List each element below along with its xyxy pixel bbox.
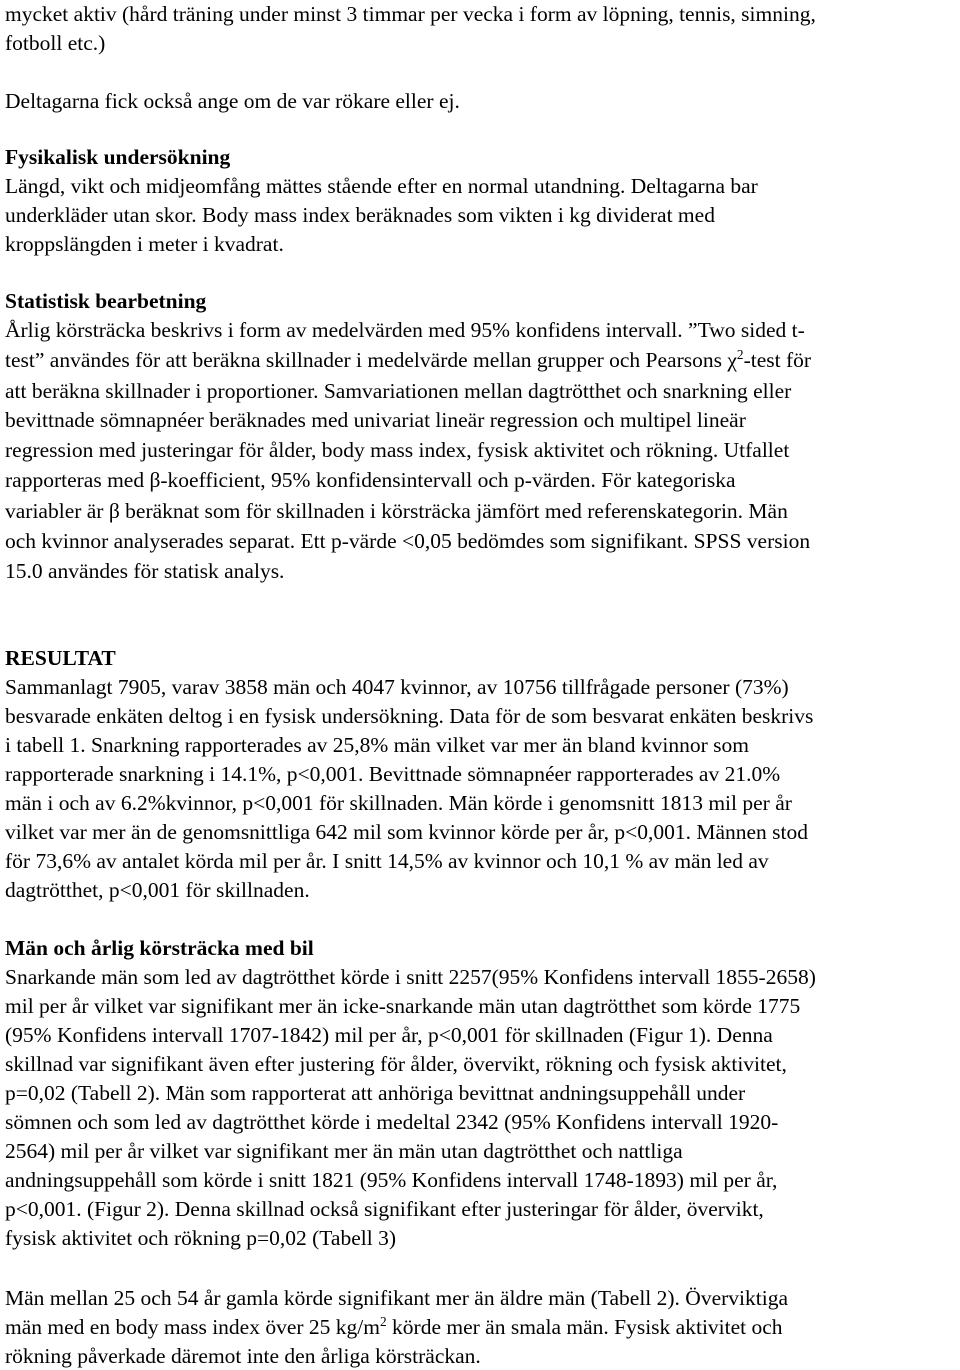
intro-line-3: Deltagarna fick också ange om de var rökare eller ej. bbox=[5, 89, 460, 113]
section-heading-resultat: RESULTAT bbox=[5, 646, 116, 670]
paragraph-line: p<0,001. (Figur 2). Denna skillnad också signifikant efter justeringar för ålder, övervikt, bbox=[5, 1197, 764, 1221]
superscript: 2 bbox=[736, 346, 744, 362]
paragraph-line: rapporteras med β-koefficient, 95% konfidensintervall och p-värden. För kategoriska bbox=[5, 468, 736, 492]
paragraph-line: rapporterade snarkning i 14.1%, p<0,001. Bevittnade sömnapnéer rapporterades av 21.0% bbox=[5, 762, 781, 786]
paragraph-line: att beräkna skillnader i proportioner. Samvariationen mellan dagtrötthet och snarkning eller bbox=[5, 379, 792, 403]
paragraph-line: Årlig körsträcka beskrivs i form av medelvärden med 95% konfidens intervall. ”Two sided t- bbox=[5, 318, 805, 342]
section-heading-statistik: Statistisk bearbetning bbox=[5, 289, 207, 313]
intro-line-1: mycket aktiv (hård träning under minst 3 timmar per vecka i form av löpning, tennis, simning, bbox=[5, 2, 816, 26]
text-span: -test för bbox=[743, 348, 812, 372]
paragraph-line: Längd, vikt och midjeomfång mättes stående efter en normal utandning. Deltagarna bar bbox=[5, 174, 758, 198]
paragraph-line: fysisk aktivitet och rökning p=0,02 (Tabell 3) bbox=[5, 1226, 396, 1250]
paragraph-line: rökning påverkade däremot inte den årliga körsträckan. bbox=[5, 1344, 481, 1368]
paragraph-line: underkläder utan skor. Body mass index beräknades som vikten i kg dividerat med bbox=[5, 203, 715, 227]
paragraph-line: andningsuppehåll som körde i snitt 1821 (95% Konfidens intervall 1748-1893) mil per år, bbox=[5, 1168, 778, 1192]
paragraph-line: för 73,6% av antalet körda mil per år. I snitt 14,5% av kvinnor och 10,1 % av män led av bbox=[5, 849, 769, 873]
paragraph-line: dagtrötthet, p<0,001 för skillnaden. bbox=[5, 878, 310, 902]
paragraph-line: män i och av 6.2%kvinnor, p<0,001 för skillnaden. Män körde i genomsnitt 1813 mil per år bbox=[5, 791, 792, 815]
text-span: körde mer än smala män. Fysisk aktivitet och bbox=[386, 1315, 783, 1339]
paragraph-line: 2564) mil per år vilket var signifikant mer än män utan dagtrötthet och nattliga bbox=[5, 1139, 683, 1163]
paragraph-line: skillnad var signifikant även efter justering för ålder, övervikt, rökning och fysisk aktivitet, bbox=[5, 1052, 787, 1076]
text-span: män med en body mass index över 25 kg/m bbox=[5, 1315, 380, 1339]
superscript: 2 bbox=[380, 1313, 387, 1329]
paragraph-line: besvarade enkäten deltog i en fysisk undersökning. Data för de som besvarat enkäten beskrivs bbox=[5, 704, 814, 728]
paragraph-line: och kvinnor analyserades separat. Ett p-värde <0,05 bedömdes som signifikant. SPSS version bbox=[5, 529, 811, 553]
paragraph-line bbox=[5, 1313, 783, 1341]
paragraph-line: p=0,02 (Tabell 2). Män som rapporterat att anhöriga bevittnat andningsuppehåll under bbox=[5, 1081, 746, 1105]
paragraph-line: 15.0 användes för statisk analys. bbox=[5, 559, 285, 583]
paragraph-line: Snarkande män som led av dagtrötthet körde i snitt 2257(95% Konfidens intervall 1855-2658) bbox=[5, 965, 816, 989]
paragraph-line: variabler är β beräknat som för skillnaden i körsträcka jämfört med referenskategorin. Män bbox=[5, 499, 788, 523]
paragraph-line: vilket var mer än de genomsnittliga 642 mil som kvinnor körde per år, p<0,001. Männen stod bbox=[5, 820, 809, 844]
text-span: test” användes för att beräkna skillnader i medelvärde mellan grupper och Pearsons χ bbox=[5, 348, 737, 372]
paragraph-line: (95% Konfidens intervall 1707-1842) mil per år, p<0,001 för skillnaden (Figur 1). Denna bbox=[5, 1023, 773, 1047]
paragraph-line: bevittnade sömnapnéer beräknades med univariat lineär regression och multipel lineär bbox=[5, 408, 746, 432]
paragraph-line: mil per år vilket var signifikant mer än icke-snarkande män utan dagtrötthet som körde 1775 bbox=[5, 994, 801, 1018]
paragraph-line: regression med justeringar för ålder, body mass index, fysisk aktivitet och rökning. Utfallet bbox=[5, 438, 790, 462]
section-heading-man-korstracka: Män och årlig körsträcka med bil bbox=[5, 936, 314, 960]
paragraph-line: sömnen och som led av dagtrötthet körde i medeltal 2342 (95% Konfidens intervall 1920- bbox=[5, 1110, 779, 1134]
paragraph-line: kroppslängden i meter i kvadrat. bbox=[5, 232, 284, 256]
paragraph-line: i tabell 1. Snarkning rapporterades av 25,8% män vilket var mer än bland kvinnor som bbox=[5, 733, 749, 757]
intro-line-2: fotboll etc.) bbox=[5, 31, 106, 55]
paragraph-line: Sammanlagt 7905, varav 3858 män och 4047 kvinnor, av 10756 tillfrågade personer (73%) bbox=[5, 675, 789, 699]
section-heading-fysikalisk: Fysikalisk undersökning bbox=[5, 145, 231, 169]
paragraph-line: Män mellan 25 och 54 år gamla körde signifikant mer än äldre män (Tabell 2). Överviktiga bbox=[5, 1286, 788, 1310]
paragraph-line bbox=[5, 346, 811, 374]
